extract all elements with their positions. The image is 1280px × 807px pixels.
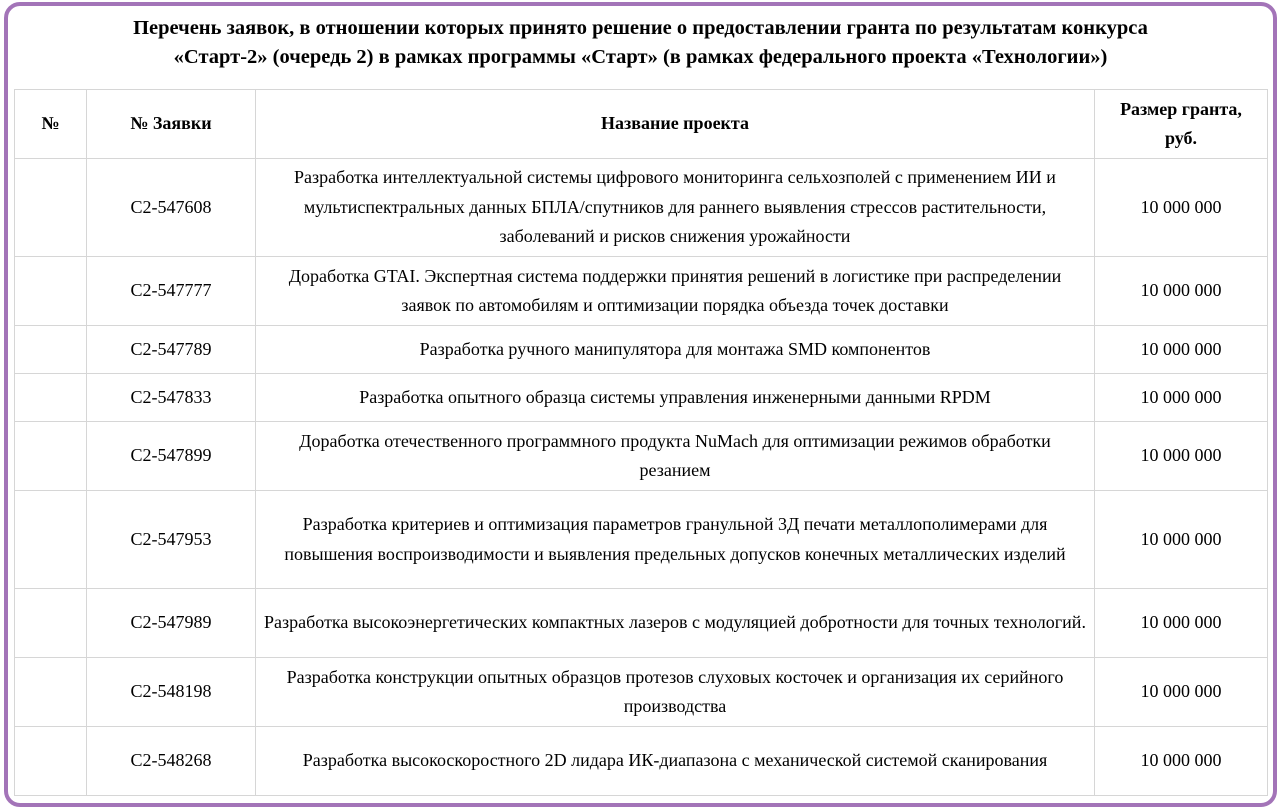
cell-grant: 10 000 000 xyxy=(1095,727,1268,796)
document-frame xyxy=(4,2,1277,807)
table-row xyxy=(15,491,1268,589)
cell-app-id: С2-547777 xyxy=(87,257,256,326)
cell-grant: 10 000 000 xyxy=(1095,589,1268,658)
cell-grant: 10 000 000 xyxy=(1095,491,1268,589)
cell-app-id: С2-548198 xyxy=(87,658,256,727)
cell-app-id: С2-547989 xyxy=(87,589,256,658)
cell-num xyxy=(15,658,87,727)
title-line-2: «Старт-2» (очередь 2) в рамках программы «Старт» (в рамках федерального проекта «Технологии») xyxy=(173,46,1108,68)
cell-num xyxy=(15,589,87,658)
cell-project: Разработка конструкции опытных образцов протезов слуховых косточек и организация их серийного производства xyxy=(256,658,1095,727)
col-header-app-id: № Заявки xyxy=(87,90,256,159)
cell-grant: 10 000 000 xyxy=(1095,326,1268,374)
cell-num xyxy=(15,727,87,796)
cell-project: Разработка интеллектуальной системы цифрового мониторинга сельхозполей с применением ИИ и мультиспектральных данных БПЛА/спутников для раннего выявления стрессов растительности, заболеваний и рисков снижения урожайности xyxy=(256,159,1095,257)
title-line-1: Перечень заявок, в отношении которых принято решение о предоставлении гранта по результатам конкурса xyxy=(133,17,1148,39)
table-row xyxy=(15,326,1268,374)
table-row xyxy=(15,422,1268,491)
grants-table xyxy=(14,89,1268,796)
cell-grant: 10 000 000 xyxy=(1095,374,1268,422)
cell-grant: 10 000 000 xyxy=(1095,658,1268,727)
cell-num xyxy=(15,422,87,491)
table-row xyxy=(15,159,1268,257)
cell-project: Разработка высокоэнергетических компактных лазеров с модуляцией добротности для точных технологий. xyxy=(256,589,1095,658)
cell-app-id: С2-547833 xyxy=(87,374,256,422)
cell-project: Разработка ручного манипулятора для монтажа SMD компонентов xyxy=(256,326,1095,374)
cell-project: Разработка высокоскоростного 2D лидара ИК-диапазона с механической системой сканирования xyxy=(256,727,1095,796)
cell-app-id: С2-547608 xyxy=(87,159,256,257)
table-row xyxy=(15,589,1268,658)
cell-app-id: С2-547789 xyxy=(87,326,256,374)
col-header-grant: Размер гранта, руб. xyxy=(1095,90,1268,159)
cell-grant: 10 000 000 xyxy=(1095,159,1268,257)
cell-num xyxy=(15,159,87,257)
col-header-project: Название проекта xyxy=(256,90,1095,159)
cell-project: Разработка критериев и оптимизация параметров гранульной 3Д печати металлополимерами для повышения воспроизводимости и выявления предельных допусков конечных металлических изделий xyxy=(256,491,1095,589)
cell-app-id: С2-548268 xyxy=(87,727,256,796)
cell-num xyxy=(15,491,87,589)
page-title xyxy=(8,14,1273,72)
cell-num xyxy=(15,257,87,326)
cell-project: Доработка GTAI. Экспертная система поддержки принятия решений в логистике при распределении заявок по автомобилям и оптимизации порядка объезда точек доставки xyxy=(256,257,1095,326)
cell-grant: 10 000 000 xyxy=(1095,422,1268,491)
table-header-row xyxy=(15,90,1268,159)
cell-project: Разработка опытного образца системы управления инженерными данными RPDM xyxy=(256,374,1095,422)
cell-num xyxy=(15,374,87,422)
cell-project: Доработка отечественного программного продукта NuMach для оптимизации режимов обработки резанием xyxy=(256,422,1095,491)
cell-app-id: С2-547953 xyxy=(87,491,256,589)
table-row xyxy=(15,257,1268,326)
cell-app-id: С2-547899 xyxy=(87,422,256,491)
cell-num xyxy=(15,326,87,374)
table-row xyxy=(15,374,1268,422)
cell-grant: 10 000 000 xyxy=(1095,257,1268,326)
col-header-num: № xyxy=(15,90,87,159)
table-row xyxy=(15,727,1268,796)
table-row xyxy=(15,658,1268,727)
